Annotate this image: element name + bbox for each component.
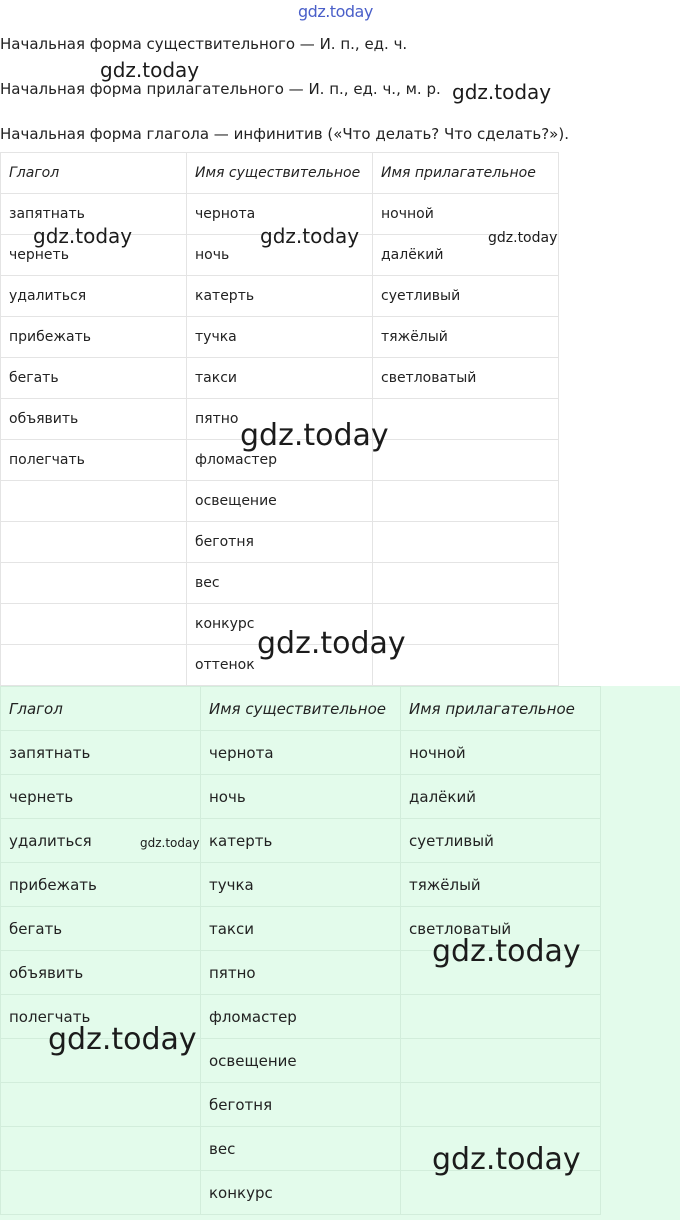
table-row	[1, 358, 559, 399]
cell-noun: чернота	[201, 731, 401, 775]
cell-verb	[1, 1127, 201, 1171]
cell-adjective	[401, 1171, 601, 1215]
cell-noun: вес	[187, 563, 373, 604]
header-noun: Имя существительное	[201, 687, 401, 731]
cell-verb: бегать	[1, 907, 201, 951]
table-row	[1, 863, 601, 907]
table-row	[1, 775, 601, 819]
table-header-row	[1, 687, 601, 731]
cell-adjective	[373, 399, 559, 440]
cell-noun: пятно	[187, 399, 373, 440]
table-row	[1, 819, 601, 863]
cell-noun: вес	[201, 1127, 401, 1171]
rule-verb: Начальная форма глагола — инфинитив («Что делать? Что сделать?»).	[0, 125, 569, 143]
rule-noun: Начальная форма существительного — И. п., ед. ч.	[0, 35, 408, 53]
cell-adjective: тяжёлый	[401, 863, 601, 907]
table-row	[1, 276, 559, 317]
watermark: gdz.today	[140, 836, 200, 850]
cell-noun: пятно	[201, 951, 401, 995]
table-row	[1, 481, 559, 522]
cell-noun: фломастер	[201, 995, 401, 1039]
cell-verb: полегчать	[1, 440, 187, 481]
watermark: gdz.today	[260, 224, 360, 248]
cell-noun: конкурс	[201, 1171, 401, 1215]
cell-noun: тучка	[187, 317, 373, 358]
table-row	[1, 522, 559, 563]
watermark: gdz.today	[100, 58, 200, 82]
cell-adjective	[373, 563, 559, 604]
cell-noun: катерть	[187, 276, 373, 317]
watermark: gdz.today	[432, 934, 581, 969]
cell-verb	[1, 1083, 201, 1127]
cell-verb: удалиться	[1, 819, 201, 863]
watermark: gdz.today	[488, 230, 558, 246]
watermark: gdz.today	[257, 626, 406, 661]
cell-adjective	[373, 522, 559, 563]
cell-noun: ночь	[187, 235, 373, 276]
cell-noun: беготня	[201, 1083, 401, 1127]
watermark: gdz.today	[452, 80, 552, 104]
table-header-row	[1, 153, 559, 194]
cell-adjective: суетливый	[373, 276, 559, 317]
cell-verb: чернеть	[1, 235, 187, 276]
table-row	[1, 317, 559, 358]
cell-verb	[1, 481, 187, 522]
cell-noun: тучка	[201, 863, 401, 907]
cell-noun: освещение	[187, 481, 373, 522]
cell-verb	[1, 522, 187, 563]
cell-adjective	[401, 1039, 601, 1083]
cell-adjective: ночной	[401, 731, 601, 775]
cell-adjective: светловатый	[401, 907, 601, 951]
cell-verb	[1, 1171, 201, 1215]
cell-verb	[1, 604, 187, 645]
cell-adjective	[373, 440, 559, 481]
table-row	[1, 731, 601, 775]
cell-verb: объявить	[1, 951, 201, 995]
watermark: gdz.today	[240, 418, 389, 453]
cell-noun: катерть	[201, 819, 401, 863]
cell-noun: такси	[187, 358, 373, 399]
cell-verb	[1, 563, 187, 604]
cell-verb: объявить	[1, 399, 187, 440]
cell-verb: прибежать	[1, 317, 187, 358]
cell-noun: оттенок	[187, 645, 373, 686]
cell-noun: конкурс	[187, 604, 373, 645]
cell-noun: фломастер	[187, 440, 373, 481]
cell-noun: ночь	[201, 775, 401, 819]
cell-noun: чернота	[187, 194, 373, 235]
cell-noun: такси	[201, 907, 401, 951]
cell-noun: беготня	[187, 522, 373, 563]
cell-verb: полегчать	[1, 995, 201, 1039]
header-verb: Глагол	[1, 153, 187, 194]
cell-verb: прибежать	[1, 863, 201, 907]
cell-adjective	[373, 481, 559, 522]
cell-adjective: ночной	[373, 194, 559, 235]
cell-verb: удалиться	[1, 276, 187, 317]
header-adjective: Имя прилагательное	[401, 687, 601, 731]
cell-adjective	[401, 995, 601, 1039]
cell-adjective: светловатый	[373, 358, 559, 399]
cell-verb	[1, 645, 187, 686]
cell-adjective: тяжёлый	[373, 317, 559, 358]
cell-adjective: далёкий	[401, 775, 601, 819]
header-adjective: Имя прилагательное	[373, 153, 559, 194]
table-row	[1, 563, 559, 604]
cell-noun: освещение	[201, 1039, 401, 1083]
cell-verb: запятнать	[1, 194, 187, 235]
header-noun: Имя существительное	[187, 153, 373, 194]
cell-verb: чернеть	[1, 775, 201, 819]
cell-adjective	[401, 1083, 601, 1127]
cell-adjective: суетливый	[401, 819, 601, 863]
rule-adjective: Начальная форма прилагательного — И. п., ед. ч., м. р.	[0, 80, 441, 98]
header-verb: Глагол	[1, 687, 201, 731]
table-row	[1, 1083, 601, 1127]
cell-adjective: далёкий	[373, 235, 559, 276]
watermark: gdz.today	[432, 1142, 581, 1177]
watermark: gdz.today	[33, 224, 133, 248]
table-row	[1, 1171, 601, 1215]
cell-verb: запятнать	[1, 731, 201, 775]
watermark: gdz.today	[48, 1022, 197, 1057]
cell-verb: бегать	[1, 358, 187, 399]
top-watermark: gdz.today	[298, 2, 373, 21]
